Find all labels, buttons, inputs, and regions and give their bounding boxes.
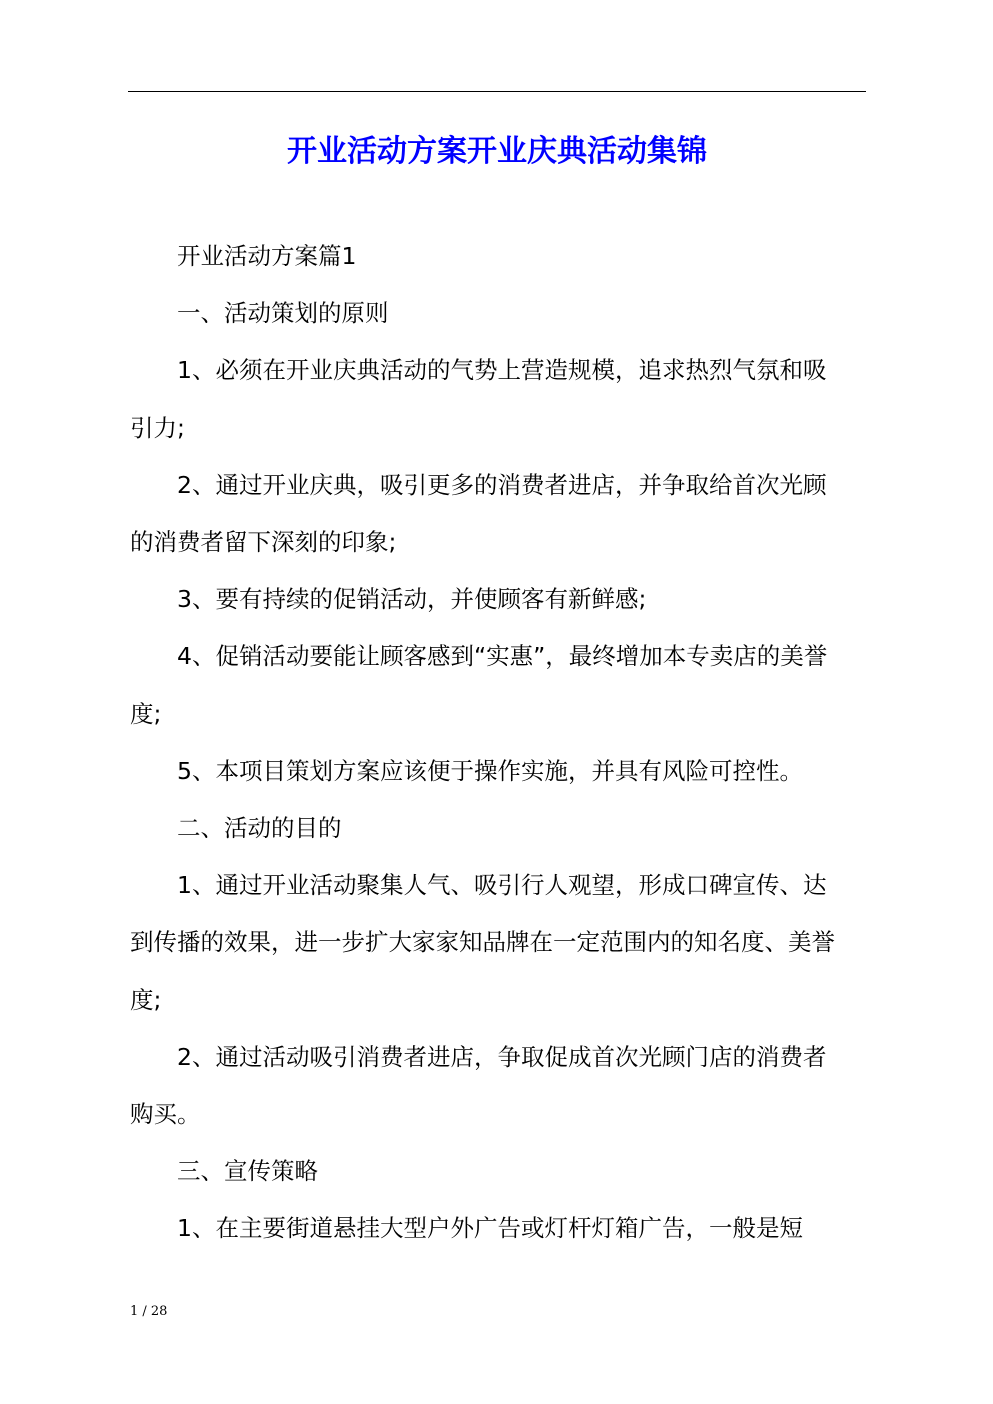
paragraph: 2、通过活动吸引消费者进店，争取促成首次光顾门店的消费者购买。	[130, 1042, 827, 1129]
header-rule	[128, 91, 866, 92]
paragraph: 1、在主要街道悬挂大型户外广告或灯杆灯箱广告，一般是短	[177, 1214, 803, 1243]
document-body	[130, 228, 846, 1258]
paragraph: 5、本项目策划方案应该便于操作实施，并具有风险可控性。	[177, 756, 803, 785]
paragraph: 4、促销活动要能让顾客感到“实惠”，最终增加本专卖店的美誉度;	[130, 642, 828, 728]
page-number: 1 / 28	[130, 1304, 168, 1319]
paragraph: 二、活动的目的	[177, 814, 342, 843]
document-title: 开业活动方案开业庆典活动集锦	[287, 134, 707, 169]
paragraph: 1、通过开业活动聚集人气、吸引行人观望，形成口碑宣传、达到传播的效果，进一步扩大家家知品牌在一定范围内的知名度、美誉度;	[130, 871, 835, 1014]
paragraph: 开业活动方案篇1	[177, 242, 357, 270]
paragraph: 3、要有持续的促销活动，并使顾客有新鲜感;	[177, 585, 647, 614]
paragraph: 1、必须在开业庆典活动的气势上营造规模，追求热烈气氛和吸引力;	[130, 356, 827, 442]
paragraph: 2、通过开业庆典，吸引更多的消费者进店，并争取给首次光顾的消费者留下深刻的印象;	[130, 470, 827, 557]
paragraph: 三、宣传策略	[177, 1157, 318, 1186]
paragraph: 一、活动策划的原则	[177, 299, 389, 328]
